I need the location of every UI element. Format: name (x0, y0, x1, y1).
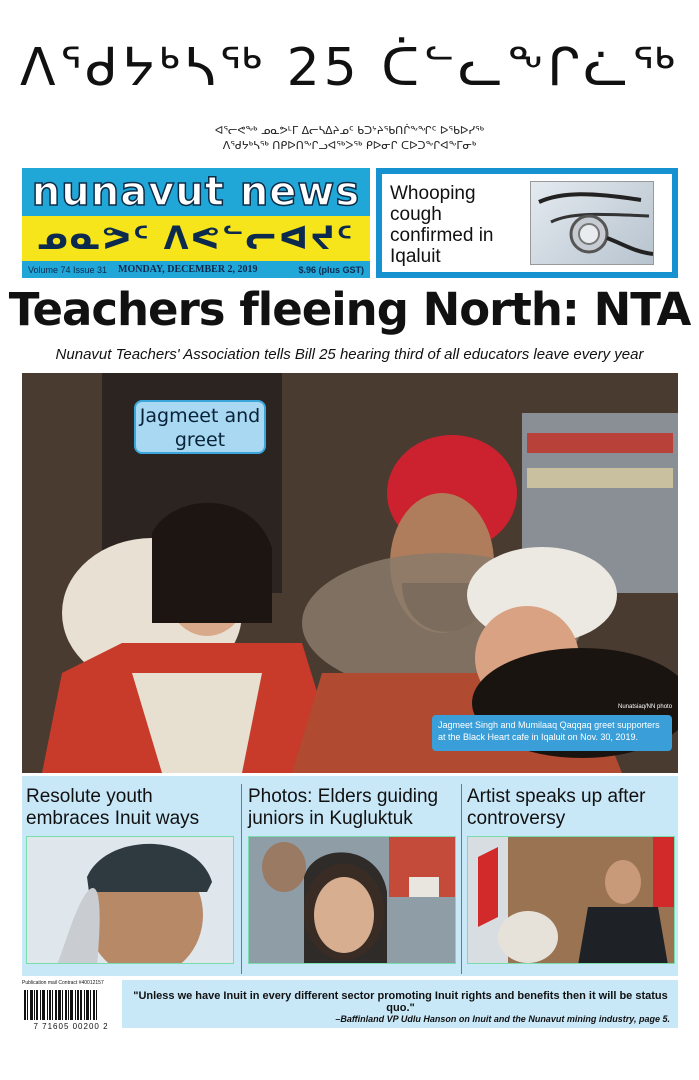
masthead-syllabic-title: ᓄᓇᕗᑦ ᐱᕙᓪᓕᐊᔪᑦ (22, 216, 370, 261)
barcode-box (22, 980, 120, 1032)
pull-quote: "Unless we have Inuit in every different sector promoting Inuit rights and benefits then it will be status quo." (133, 990, 668, 1014)
elders-photo (249, 837, 456, 964)
story-title: Artist speaks up after controversy (467, 786, 646, 829)
story-title: Resolute youth embraces Inuit ways (26, 786, 200, 829)
main-photo-illustration (22, 373, 678, 773)
story-divider (241, 784, 242, 974)
story-image-elders (248, 836, 456, 964)
masthead-info-bar (22, 261, 370, 278)
promo-text: Whooping cough confirmed in Iqaluit (390, 183, 494, 267)
issue-date: MONDAY, DECEMBER 2, 2019 (118, 264, 258, 275)
stethoscope-icon (531, 182, 654, 265)
story-title: Photos: Elders guiding juniors in Kugluktuk (248, 786, 439, 829)
quote-attribution[interactable]: –Baffinland VP Udlu Hanson on Inuit and the Nunavut mining industry, page 5. (335, 1014, 670, 1024)
main-photo[interactable] (22, 373, 678, 773)
deck: Nunavut Teachers' Association tells Bill 25 hearing third of all educators leave every year (55, 346, 644, 363)
masthead-title: nunavut news (22, 168, 370, 216)
bottom-band (22, 980, 678, 1032)
story-divider (461, 784, 462, 974)
promo-box[interactable] (376, 168, 678, 278)
promo-inner (382, 174, 672, 272)
story-image-artist (467, 836, 675, 964)
story-teaser[interactable] (463, 776, 678, 976)
syllabic-subline: ᐊᕐᓕᕙᖕᒃ ᓄᓇᕗᒻᒥ ᐃᓕᓴᐃᔨᓄᑦ ᑲᑐᔾᔨᖃᑎᒌᖕᖏᑦ ᐅᖃᐅᓯᖅ (214, 124, 485, 137)
story-teasers (22, 776, 678, 976)
story-image-youth (26, 836, 234, 964)
main-headline[interactable]: Teachers fleeing North: NTA (8, 283, 691, 336)
publication-mail-label: Publication mail Contract #40012157 (22, 980, 104, 986)
photo-callout: Jagmeet and greet (134, 400, 266, 454)
artist-photo (468, 837, 675, 964)
price: $.96 (plus GST) (298, 264, 364, 275)
photo-caption: Jagmeet Singh and Mumilaaq Qaqqaq greet supporters at the Black Heart cafe in Iqaluit on Nov. 30, 2019. (432, 715, 672, 751)
masthead (22, 168, 370, 278)
barcode-number: 7 71605 00200 2 (33, 1022, 109, 1031)
quote-band (122, 980, 678, 1028)
story-teaser[interactable] (22, 776, 240, 976)
syllabic-headline: ᐱᕐᑯᔭᒃᓴᖅ 25 ᑖᓪᓚᖕᒋᓛᖅ (20, 38, 679, 98)
youth-portrait (27, 837, 234, 964)
story-teaser[interactable] (244, 776, 460, 976)
volume-issue: Volume 74 Issue 31 (28, 264, 108, 275)
photo-credit: Nunatsiaq/NN photo (618, 704, 673, 710)
barcode (24, 990, 114, 1020)
stethoscope-image (530, 181, 654, 265)
syllabic-subline: ᐱᕐᑯᔭᒃᓴᖅ ᑎᑭᐅᑎᖕᒋᓗᐊᖅᐳᖅ ᑭᐅᓂᒋ ᑕᐅᑐᖕᒋᐊᖕᒥᓂᒃ (222, 139, 477, 152)
